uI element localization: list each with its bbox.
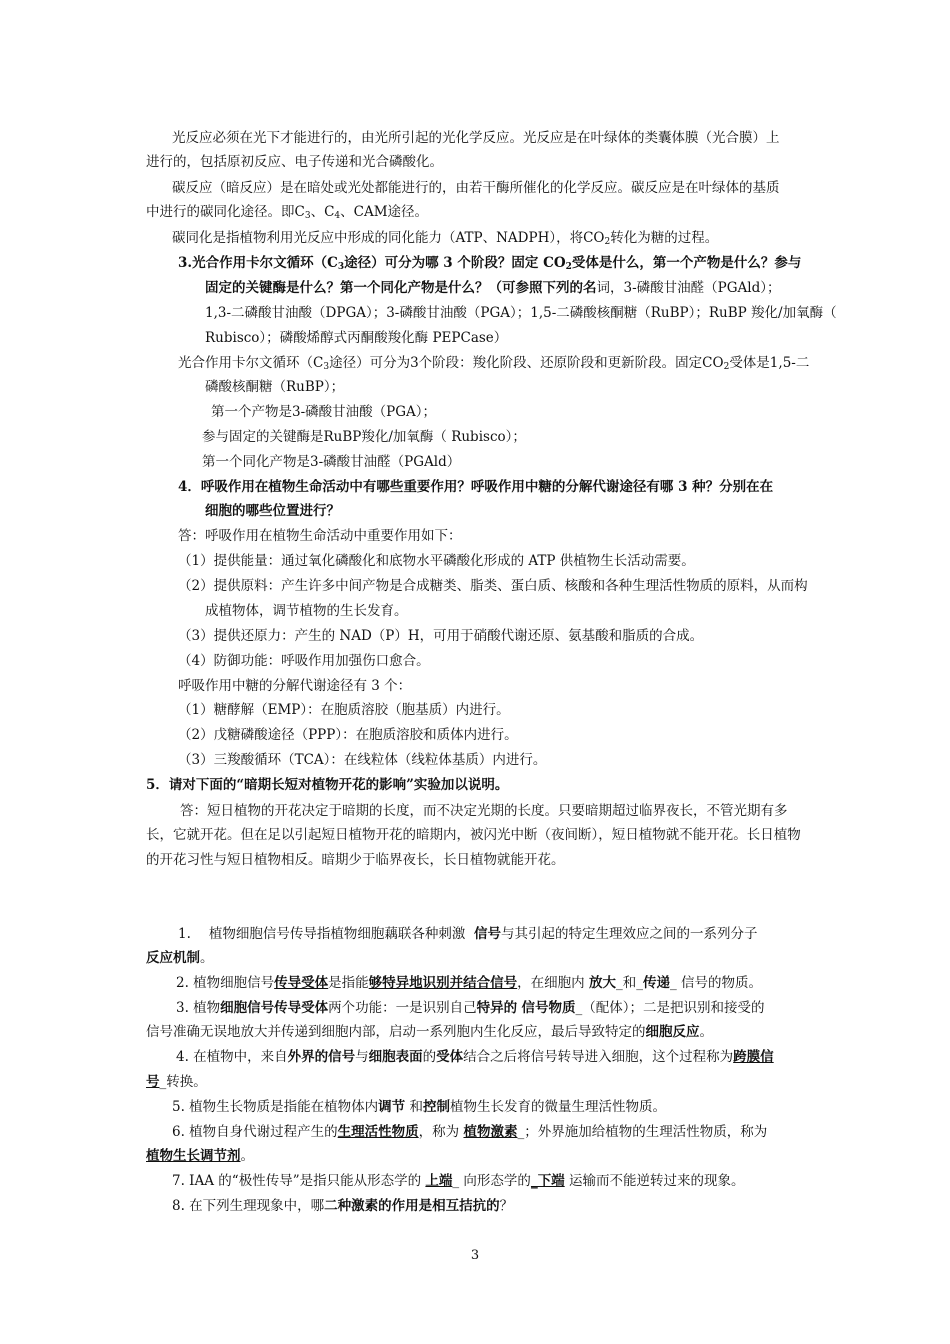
answer-3: 光合作用卡尔文循环（$C_3$途径）可分为3个阶段：羧化阶段、还原阶段和更新阶段。固定$CO_2$受体是1,5-二 <box>178 355 810 372</box>
question-4: 4．呼吸作用在植物生命活动中有哪些重要作用？呼吸作用中糖的分解代谢途径有哪 3 种？分别在在 <box>178 479 774 495</box>
answer-4-pathway-1: （1）糖酵解（EMP）：在胞质溶胶（胞基质）内进行。 <box>178 702 510 718</box>
answer-4-pathways-intro: 呼吸作用中糖的分解代谢途径有 3 个： <box>178 678 412 694</box>
answer-4-pathway-3: （3）三羧酸循环（TCA）：在线粒体（线粒体基质）内进行。 <box>178 752 547 768</box>
answer-4-item-2: （2）提供原料：产生许多中间产物是合成糖类、脂类、蛋白质、核酸和各种生理活性物质的原料，从而构 <box>178 578 808 594</box>
answer-5: 答：短日植物的开花决定于暗期的长度，而不决定光期的长度。只要暗期超过临界夜长，不管光期有多 <box>180 803 788 819</box>
fill-blank-2: 2. 植物细胞信号传导受体是指能够特异地识别并结合信号，在细胞内 放大_和_传递_ 信号的物质。 <box>176 975 763 991</box>
fill-blank-5: 5. 植物生长物质是指能在植物体内调节 和控制植物生长发育的微量生理活性物质。 <box>172 1099 666 1115</box>
fill-blank-6: 6. 植物自身代谢过程产生的生理活性物质，称为 植物激素_；外界施加给植物的生理活性物质，称为 <box>172 1124 768 1140</box>
question-3-line-3: 1,3-二磷酸甘油酸（DPGA）；3-磷酸甘油酸（PGA）；1,5-二磷酸核酮糖（RuBP）；RuBP 羧化/加氧酶（ <box>205 305 837 321</box>
page-number: 3 <box>470 1248 480 1263</box>
paragraph-light-reaction-cont: 进行的，包括原初反应、电子传递和光合磷酸化。 <box>146 154 443 170</box>
answer-3-line-4: 参与固定的关键酶是RuBP羧化/加氧酶（ Rubisco）； <box>202 429 526 445</box>
answer-4-item-4: （4）防御功能：呼吸作用加强伤口愈合。 <box>178 653 430 669</box>
fill-blank-1-cont: 反应机制。 <box>146 950 214 966</box>
question-3: 3.光合作用卡尔文循环（$C_3$途径）可分为哪 3 个阶段？固定 $CO_2$受体是什么，第一个产物是什么？参与 <box>178 255 802 272</box>
answer-4-item-1: （1）提供能量：通过氧化磷酸化和底物水平磷酸化形成的 ATP 供植物生长活动需要。 <box>178 553 695 569</box>
fill-blank-4: 4. 在植物中，来自外界的信号与细胞表面的受体结合之后将信号转导进入细胞，这个过程称为跨膜信 <box>176 1049 774 1065</box>
answer-5-line-3: 的开花习性与短日植物相反。暗期少于临界夜长，长日植物就能开花。 <box>146 852 565 868</box>
fill-blank-3: 3. 植物细胞信号传导受体两个功能：一是识别自己特异的 信号物质_（配体）；二是把识别和接受的 <box>176 1000 765 1016</box>
answer-4-item-3: （3）提供还原力：产生的 NAD（P）H，可用于硝酸代谢还原、氨基酸和脂质的合成。 <box>178 628 704 644</box>
answer-4-item-2-cont: 成植物体，调节植物的生长发育。 <box>205 603 408 619</box>
fill-blank-7: 7. IAA 的“极性传导”是指只能从形态学的 上端_ 向形态学的_下端 运输而不能逆转过来的现象。 <box>172 1173 745 1189</box>
paragraph-carbon-assimilation: 碳同化是指植物利用光反应中形成的同化能力（ATP、NADPH），将$CO_2$转化为糖的过程。 <box>172 230 719 247</box>
fill-blank-4-cont: 号_转换。 <box>146 1074 207 1090</box>
answer-3-line-3: 第一个产物是3-磷酸甘油酸（PGA）； <box>211 404 437 420</box>
fill-blank-1: 1. 植物细胞信号传导指植物细胞藕联各种刺激 信号与其引起的特定生理效应之间的一系列分子 <box>178 926 758 942</box>
paragraph-carbon-reaction: 碳反应（暗反应）是在暗处或光处都能进行的，由若干酶所催化的化学反应。碳反应是在叶绿体的基质 <box>172 180 780 196</box>
fill-blank-6-cont: 植物生长调节剂。 <box>146 1148 254 1164</box>
question-4-line-2: 细胞的哪些位置进行？ <box>205 503 340 519</box>
answer-4-pathway-2: （2）戊糖磷酸途径（PPP）：在胞质溶胶和质体内进行。 <box>178 727 518 743</box>
question-3-line-4: Rubisco）；磷酸烯醇式丙酮酸羧化酶 PEPCase） <box>205 330 508 346</box>
paragraph-light-reaction: 光反应必须在光下才能进行的，由光所引起的光化学反应。光反应是在叶绿体的类囊体膜（光合膜）上 <box>172 130 780 146</box>
fill-blank-8: 8. 在下列生理现象中，哪二种激素的作用是相互拮抗的？ <box>172 1198 514 1214</box>
question-5: 5．请对下面的“暗期长短对植物开花的影响”实验加以说明。 <box>146 777 509 793</box>
question-3-line-2: 固定的关键酶是什么？第一个同化产物是什么？（可参照下列的名词，3-磷酸甘油醛（PGAld）； <box>205 280 781 296</box>
answer-4-intro: 答：呼吸作用在植物生命活动中重要作用如下： <box>178 528 462 544</box>
paragraph-carbon-reaction-cont: 中进行的碳同化途径。即$C_3$、$C_4$、CAM途径。 <box>146 204 429 221</box>
answer-5-line-2: 长，它就开花。但在足以引起短日植物开花的暗期内，被闪光中断（夜间断），短日植物就不能开花。长日植物 <box>146 827 801 843</box>
answer-3-line-5: 第一个同化产物是3-磷酸甘油醛（PGAld） <box>202 454 461 470</box>
fill-blank-3-cont: 信号准确无误地放大并传递到细胞内部，启动一系列胞内生化反应，最后导致特定的细胞反应。 <box>146 1024 713 1040</box>
answer-3-line-2: 磷酸核酮糖（RuBP）； <box>205 379 345 395</box>
